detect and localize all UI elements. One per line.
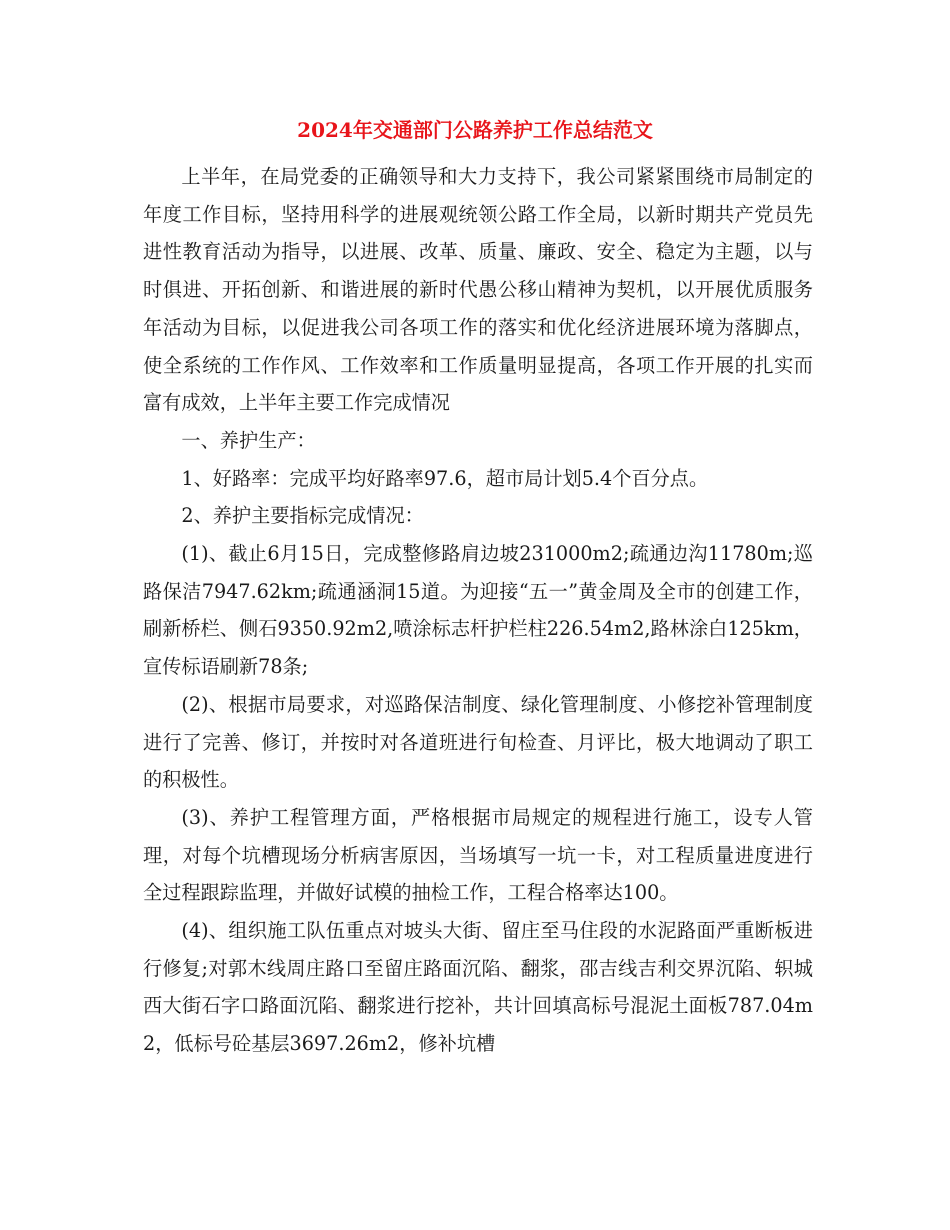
- paragraph-intro: 上半年，在局党委的正确领导和大力支持下，我公司紧紧围绕市局制定的年度工作目标，坚持用科学的进展观统领公路工作全局，以新时期共产党员先进性教育活动为指导，以进展、改革、质量、廉政、安全、稳定为主题，以与时俱进、开拓创新、和谐进展的新时代愚公移山精神为契机，以开展优质服务年活动为目标，以促进我公司各项工作的落实和优化经济进展环境为落脚点，使全系统的工作作风、工作效率和工作质量明显提高，各项工作开展的扎实而富有成效，上半年主要工作完成情况: [143, 165, 813, 415]
- paragraph-item-4: (4)、组织施工队伍重点对坡头大街、留庄至马住段的水泥路面严重断板进行修复;对郭木线周庄路口至留庄路面沉陷、翻浆，邵吉线吉利交界沉陷、轵城西大街石字口路面沉陷、翻浆进行挖补，共计回填高标号混泥土面板787.04m2，低标号砼基层3697.26m2，修补坑槽: [143, 919, 813, 1056]
- paragraph-good-road-rate: 1、好路率：完成平均好路率97.6，超市局计划5.4个百分点。: [181, 466, 709, 490]
- document-body: [143, 158, 813, 1063]
- document-title: 2024年交通部门公路养护工作总结范文: [297, 118, 653, 142]
- paragraph-item-3: (3)、养护工程管理方面，严格根据市局规定的规程进行施工，设专人管理，对每个坑槽现场分析病害原因，当场填写一坑一卡，对工程质量进度进行全过程跟踪监理，并做好试模的抽检工作，工程合格率达100。: [143, 805, 813, 905]
- paragraph-item-2: (2)、根据市局要求，对巡路保洁制度、绿化管理制度、小修挖补管理制度进行了完善、修订，并按时对各道班进行旬检查、月评比，极大地调动了职工的积极性。: [143, 692, 813, 792]
- paragraph-indicators-heading: 2、养护主要指标完成情况：: [181, 504, 424, 528]
- section-heading-maintenance: 一、养护生产：: [181, 428, 316, 452]
- paragraph-item-1: (1)、截止6月15日，完成整修路肩边坡231000m2;疏通边沟11780m;巡路保洁7947.62km;疏通涵洞15道。为迎接“五一”黄金周及全市的创建工作，刷新桥栏、侧石9350.92m2,喷涂标志杆护栏柱226.54m2,路林涂白125km，宣传标语刷新78条;: [143, 542, 813, 679]
